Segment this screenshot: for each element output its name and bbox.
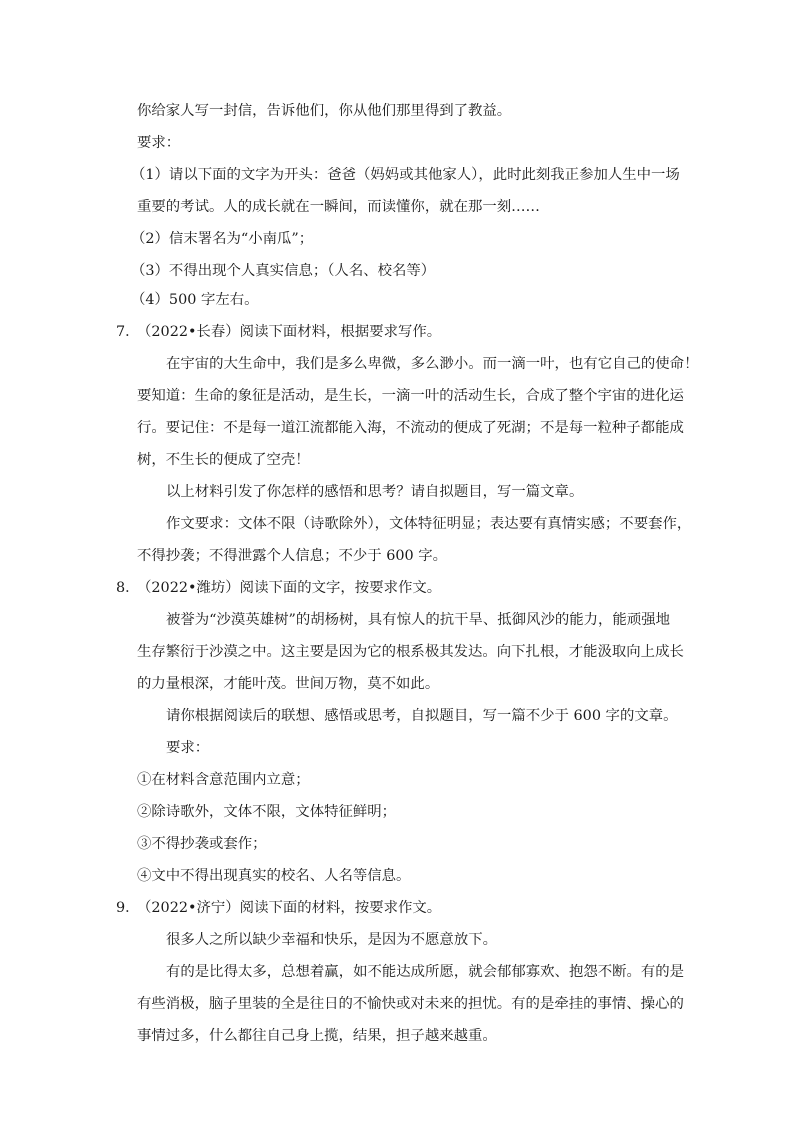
q8-requirements-label: 要求：: [166, 740, 210, 756]
q7-paragraph-3-line-1: 作文要求：文体不限（诗歌除外），文体特征明显；表达要有真情实感；不要套作，: [166, 516, 692, 532]
q9-paragraph-2-line-3: 事情过多，什么都往自己身上揽，结果，担子越来越重。: [137, 1028, 497, 1044]
q9-paragraph-1: 很多人之所以缺少幸福和快乐，是因为不愿意放下。: [166, 932, 497, 948]
question-8-number: 8．: [116, 580, 140, 596]
question-8-header: （2022•潍坊）阅读下面的文字，按要求作文。: [137, 580, 442, 596]
q8-requirement-4: ④文中不得出现真实的校名、人名等信息。: [137, 868, 411, 884]
q7-paragraph-1-line-1: 在宇宙的大生命中，我们是多么卑微，多么渺小。而一滴一叶，也有它自己的使命！: [166, 356, 699, 372]
q8-paragraph-1-line-2: 生存繁衍于沙漠之中。这主要是因为它的根系极其发达。向下扎根，才能汲取向上成长: [137, 644, 684, 660]
q7-paragraph-1-line-4: 树，不生长的便成了空壳！: [137, 452, 310, 468]
question-9-header: （2022•济宁）阅读下面的材料，按要求作文。: [137, 900, 442, 916]
requirement-4: （4）500 字左右。: [131, 292, 259, 308]
q8-requirement-3: ③不得抄袭或套作；: [137, 836, 267, 852]
requirement-1-line-2: 重要的考试。人的成长就在一瞬间，而读懂你，就在那一刻……: [137, 199, 540, 215]
q9-paragraph-2-line-2: 有些消极，脑子里装的全是往日的不愉快或对未来的担忧。有的是牵挂的事情、操心的: [137, 996, 684, 1012]
q7-paragraph-1-line-2: 要知道：生命的象征是活动，是生长，一滴一叶的活动生长，合成了整个宇宙的进化运: [137, 388, 684, 404]
task-line: 你给家人写一封信，告诉他们，你从他们那里得到了教益。: [137, 103, 512, 119]
q7-paragraph-1-line-3: 行。要记住：不是每一道江流都能入海，不流动的便成了死湖；不是每一粒种子都能成: [137, 420, 684, 436]
requirement-1-line-1: （1）请以下面的文字为开头：爸爸（妈妈或其他家人），此时此刻我正参加人生中一场: [131, 167, 680, 183]
q7-paragraph-3-line-2: 不得抄袭；不得泄露个人信息；不少于 600 字。: [137, 548, 448, 564]
q8-paragraph-1-line-1: 被誉为“沙漠英雄树”的胡杨树，具有惊人的抗干旱、抵御风沙的能力，能顽强地: [166, 612, 670, 628]
q8-paragraph-1-line-3: 的力量根深，才能叶茂。世间万物，莫不如此。: [137, 676, 440, 692]
q8-requirement-2: ②除诗歌外，文体不限，文体特征鲜明；: [137, 804, 397, 820]
requirement-3: （3）不得出现个人真实信息；（人名、校名等）: [131, 263, 436, 279]
requirements-label: 要求：: [137, 135, 181, 151]
question-7-header: （2022•长春）阅读下面材料，根据要求写作。: [137, 324, 442, 340]
question-7-number: 7．: [116, 324, 140, 340]
question-9-number: 9．: [116, 900, 140, 916]
q8-requirement-1: ①在材料含意范围内立意；: [137, 772, 310, 788]
q9-paragraph-2-line-1: 有的是比得太多，总想着赢，如不能达成所愿，就会郁郁寡欢、抱怨不断。有的是: [166, 964, 685, 980]
requirement-2: （2）信末署名为“小南瓜”；: [131, 231, 314, 247]
q7-paragraph-2: 以上材料引发了你怎样的感悟和思考？请自拟题目，写一篇文章。: [166, 484, 584, 500]
q8-paragraph-2: 请你根据阅读后的联想、感悟或思考，自拟题目，写一篇不少于 600 字的文章。: [166, 708, 678, 724]
